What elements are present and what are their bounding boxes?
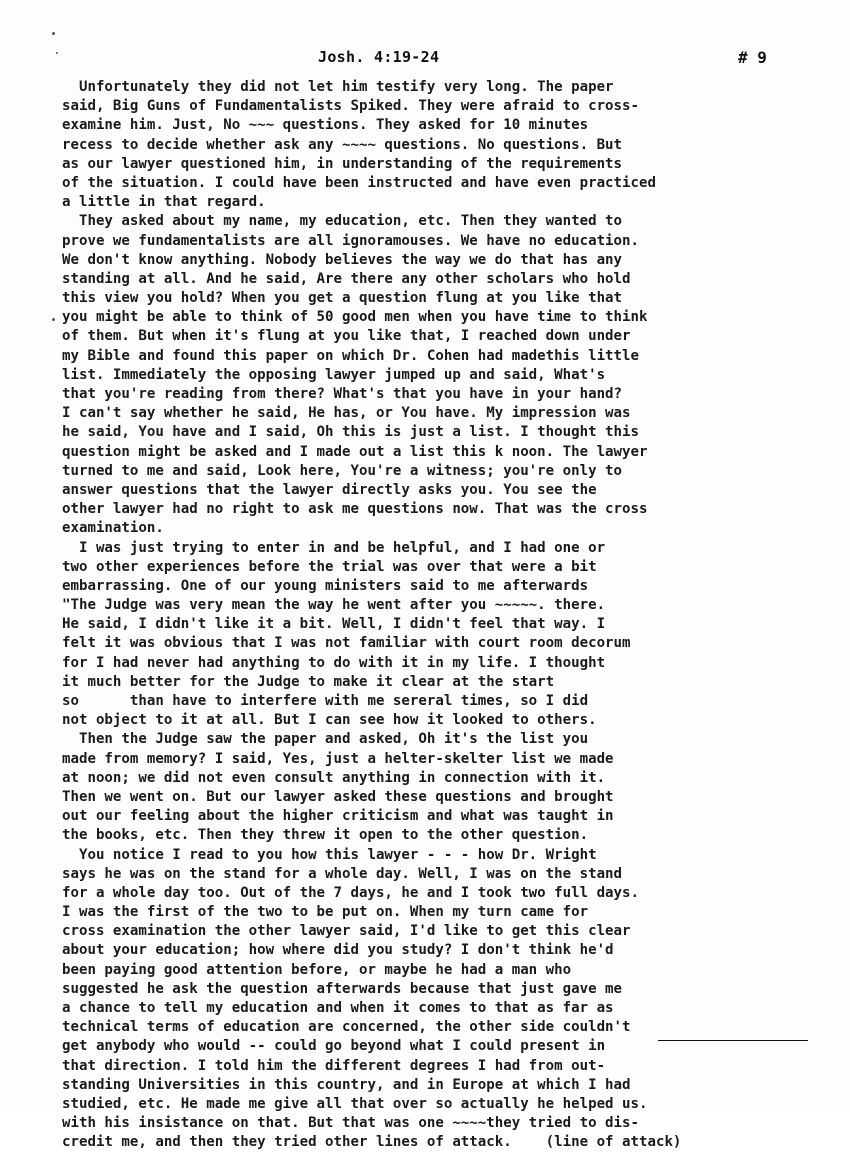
text-line: a chance to tell my education and when it comes to that as far as bbox=[62, 1000, 614, 1016]
text-line: technical terms of education are concerned, the other side couldn't bbox=[62, 1019, 631, 1036]
text-line: about your education; how where did you study? I don't think he'd bbox=[62, 942, 614, 959]
text-line: Unfortunately they did not let him testify very long. The paper bbox=[62, 79, 614, 95]
text-line: other lawyer had no right to ask me questions now. That was the cross bbox=[62, 501, 648, 518]
text-line: of the situation. I could have been instructed and have even practiced bbox=[62, 174, 656, 191]
text-line: of them. But when it's flung at you like that, I reached down under bbox=[62, 328, 631, 345]
text-line: standing Universities in this country, and in Europe at which I had bbox=[62, 1076, 631, 1093]
text-line: get anybody who would -- could go beyond what I could present in bbox=[62, 1038, 606, 1055]
handwritten-underline bbox=[658, 1040, 808, 1041]
text-line: recess to decide whether ask any ~~~~ questions. No questions. But bbox=[62, 136, 623, 153]
text-line: credit me, and then they tried other lines of attack. (line of attack) bbox=[62, 1134, 682, 1151]
text-line: not object to it at all. But I can see how it looked to others. bbox=[62, 712, 597, 729]
text-line: out our feeling about the higher criticism and what was taught in bbox=[62, 808, 614, 825]
text-line: been paying good attention before, or maybe he had a man who bbox=[62, 961, 572, 978]
text-line: at noon; we did not even consult anything in connection with it. bbox=[62, 769, 606, 786]
text-line: He said, I didn't like it a bit. Well, I didn't feel that way. I bbox=[62, 616, 606, 633]
text-line: answer questions that the lawyer directly asks you. You see the bbox=[62, 481, 597, 498]
scan-speck bbox=[52, 318, 55, 321]
text-line: turned to me and said, Look here, You're a witness; you're only to bbox=[62, 462, 623, 479]
text-line: felt it was obvious that I was not familiar with court room decorum bbox=[62, 635, 631, 652]
text-line: I was just trying to enter in and be helpful, and I had one or bbox=[62, 539, 606, 556]
scan-speck bbox=[52, 32, 55, 35]
text-line: I can't say whether he said, He has, or You have. My impression was bbox=[62, 405, 631, 422]
text-line: with his insistance on that. But that was one ~~~~they tried to dis- bbox=[62, 1115, 639, 1132]
text-line: suggested he ask the question afterwards because that just gave me bbox=[62, 980, 623, 997]
text-line: this view you hold? When you get a question flung at you like that bbox=[62, 290, 623, 307]
text-line: Then we went on. But our lawyer asked these questions and brought bbox=[62, 788, 614, 805]
text-line: two other experiences before the trial was over that were a bit bbox=[62, 558, 597, 575]
text-line: studied, etc. He made me give all that over so actually he helped us. bbox=[62, 1095, 648, 1112]
text-line: standing at all. And he said, Are there any other scholars who hold bbox=[62, 270, 631, 287]
scan-speck bbox=[56, 52, 58, 54]
text-line: that you're reading from there? What's that you have in your hand? bbox=[62, 386, 623, 402]
text-line: for a whole day too. Out of the 7 days, he and I took two full days. bbox=[62, 884, 639, 901]
text-line: I was the first of the two to be put on. When my turn came for bbox=[62, 904, 589, 921]
text-line: says he was on the stand for a whole day. Well, I was on the stand bbox=[62, 865, 623, 882]
text-line: you might be able to think of 50 good men when you have time to think bbox=[62, 309, 648, 326]
text-line: a little in that regard. bbox=[62, 194, 266, 211]
text-line: examine him. Just, No ~~~ questions. They asked for 10 minutes bbox=[62, 117, 589, 134]
text-line: it much better for the Judge to make it clear at the start bbox=[62, 673, 555, 690]
text-line: that direction. I told him the different degrees I had from out- bbox=[62, 1057, 606, 1074]
text-line: "The Judge was very mean the way he went after you ~~~~~. there. bbox=[62, 597, 606, 614]
text-line: examination. bbox=[62, 520, 164, 537]
text-line: said, Big Guns of Fundamentalists Spiked. They were afraid to cross- bbox=[62, 98, 639, 115]
text-line: cross examination the other lawyer said, I'd like to get this clear bbox=[62, 923, 631, 940]
text-line: made from memory? I said, Yes, just a helter-skelter list we made bbox=[62, 750, 614, 767]
text-line: embarrassing. One of our young ministers said to me afterwards bbox=[62, 577, 589, 594]
text-line: he said, You have and I said, Oh this is just a list. I thought this bbox=[62, 424, 639, 441]
text-line: They asked about my name, my education, etc. Then they wanted to bbox=[62, 213, 623, 230]
text-line: Then the Judge saw the paper and asked, Oh it's the list you bbox=[62, 731, 589, 748]
page-number: # 9 bbox=[738, 48, 767, 67]
text-line: We don't know anything. Nobody believes the way we do that has any bbox=[62, 251, 623, 268]
text-line: the books, etc. Then they threw it open to the other question. bbox=[62, 827, 589, 844]
typed-body-text bbox=[62, 78, 822, 1153]
text-line: so than have to interfere with me sereral times, so I did bbox=[62, 693, 589, 709]
text-line: my Bible and found this paper on which Dr. Cohen had madethis little bbox=[62, 347, 639, 364]
text-line: prove we fundamentalists are all ignoramouses. We have no education. bbox=[62, 232, 639, 249]
text-line: for I had never had anything to do with it in my life. I thought bbox=[62, 654, 606, 671]
text-line: You notice I read to you how this lawyer - - - how Dr. Wright bbox=[62, 846, 597, 863]
text-line: question might be asked and I made out a list this k noon. The lawyer bbox=[62, 443, 648, 460]
text-line: as our lawyer questioned him, in understanding of the requirements bbox=[62, 155, 623, 172]
header-scripture-reference: Josh. 4:19-24 bbox=[318, 48, 440, 66]
text-line: list. Immediately the opposing lawyer jumped up and said, What's bbox=[62, 366, 606, 383]
